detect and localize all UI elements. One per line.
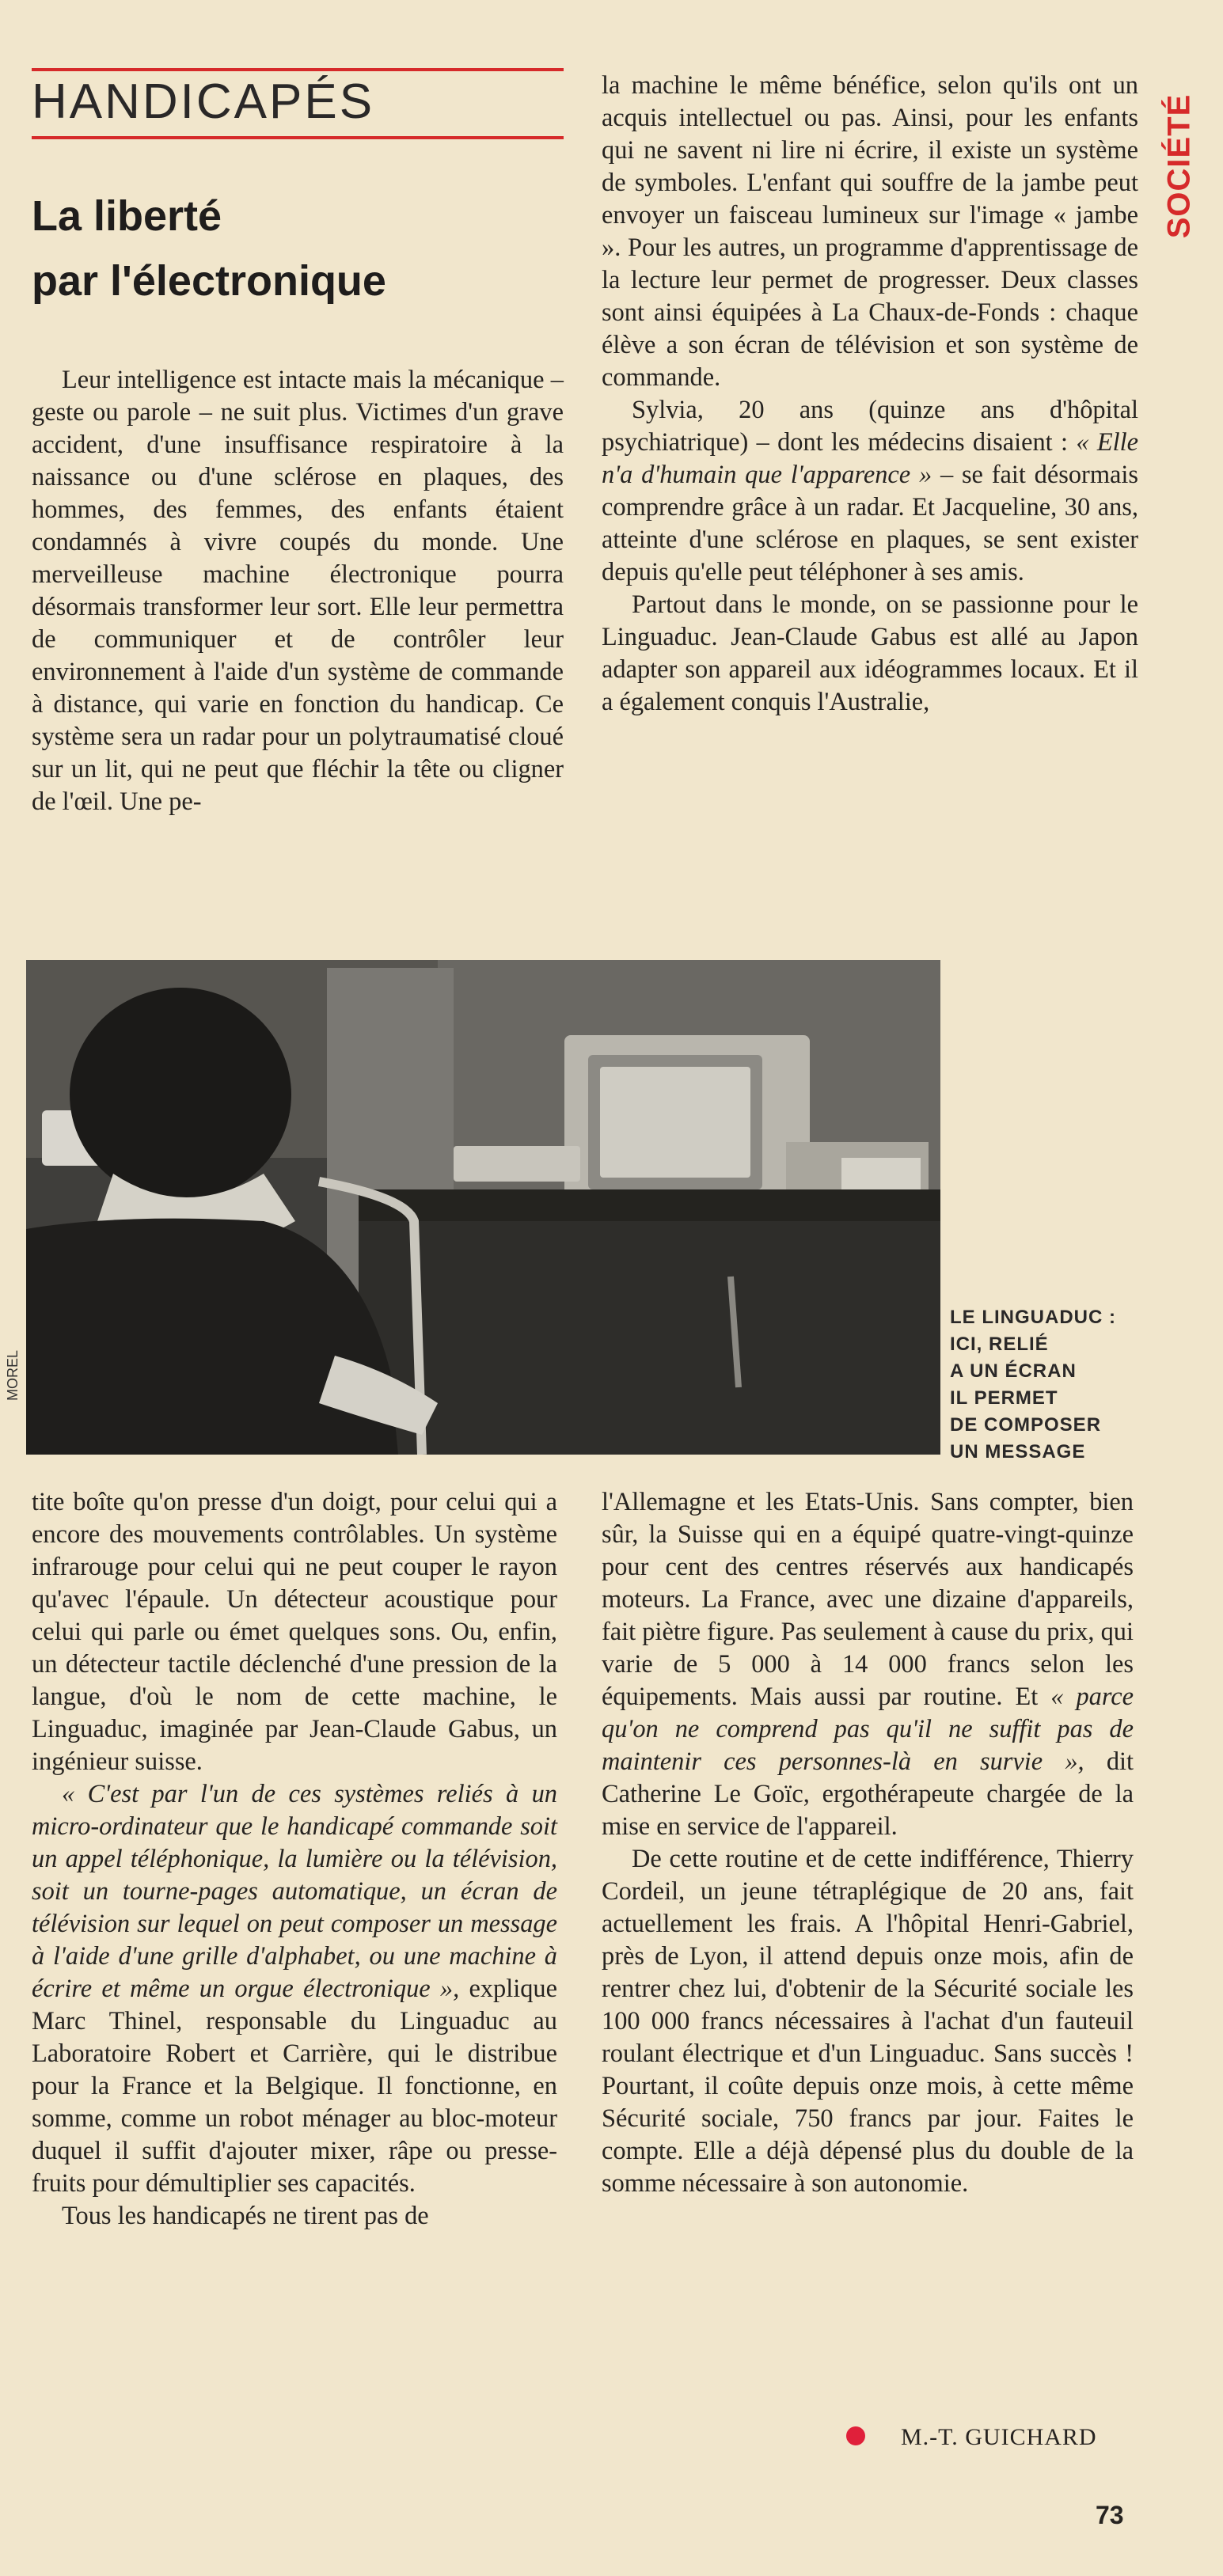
- lecoic-tail: dit Catherine Le Goïc, ergothérapeute chargée de la mise en service de l'appareil.: [602, 1747, 1134, 1841]
- paragraph-devices: tite boîte qu'on presse d'un doigt, pour celui qui a encore des mouvements contrôlables. Un système infrarouge pour celui qui ne peut couper le rayon qu'avec l'épaule. Un détecteur acoustique pour celui qui parle ou émet quelques sons. Ou, enfin, un détecteur tactile déclenché d'une pression de la langue, d'où le nom de cette machine, le Linguaduc, imaginée par Jean-Claude Gabus, un ingénieur suisse.: [32, 1488, 557, 1776]
- column-right-top: [602, 70, 1138, 719]
- column-left-bottom: [32, 1486, 557, 2233]
- caption-line: UN MESSAGE: [950, 1441, 1086, 1463]
- caption-line: DE COMPOSER: [950, 1414, 1102, 1436]
- column-right-bottom: [602, 1486, 1134, 2200]
- lecoic-quote: « parce qu'on ne comprend pas qu'il ne suffit pas de maintenir ces personnes-là en survie »,: [602, 1683, 1134, 1776]
- paragraph-thinel: [32, 1778, 557, 2200]
- paragraph-cordeil: De cette routine et de cette indifférence, Thierry Cordeil, un jeune tétraplégique de 20 ans, fait actuellement les frais. A l'hôpital Henri-Gabriel, près de Lyon, il attend depuis onze mois, afin de rentrer chez lui, d'obtenir de la Sécurité sociale les 100 000 francs nécessaires à l'achat d'un fauteuil roulant électrique et d'un Linguaduc. Sans succès ! Pourtant, il coûte depuis onze mois, à cette même Sécurité sociale, 750 francs par jour. Faites le compte. Elle a déjà dépensé plus du double de la somme nécessaire à son autonomie.: [602, 1845, 1134, 2198]
- author-byline: M.-T. GUICHARD: [901, 2424, 1097, 2450]
- france-text: l'Allemagne et les Etats-Unis. Sans compter, bien sûr, la Suisse qui en a équipé quatre-vingt-quinze pour cent des centres réservés aux handicapés moteurs. La France, avec une dizaine d'appareils, fait piètre figure. Pas seulement à cause du prix, qui varie de 5 000 à 14 000 francs selon les équipements. Mais aussi par routine. Et: [602, 1488, 1134, 1711]
- section-tag-label: SOCIÉTÉ: [1161, 93, 1197, 239]
- paragraph-transition: Tous les handicapés ne tirent pas de: [62, 2202, 429, 2230]
- paragraph-intro: Leur intelligence est intacte mais la mécanique – geste ou parole – ne suit plus. Victimes d'un grave accident, d'une insuffisance respiratoire à la naissance ou d'une sclérose en plaques, des hommes, des femmes, des enfants étaient condamnés à vivre coupés du monde. Une merveilleuse machine électronique pourra désormais transformer leur sort. Elle leur permettra de communiquer et de contrôler leur environnement à l'aide d'un système de commande à distance, qui varie en fonction du handicap. Ce système sera un radar pour un polytraumatisé cloué sur un lit, qui ne peut que fléchir la tête ou cligner de l'œil. Une pe-: [32, 366, 564, 816]
- headline-line-1: La liberté: [32, 192, 222, 240]
- paragraph-france: [602, 1486, 1134, 1843]
- thinel-tail: explique Marc Thinel, responsable du Linguaduc au Laboratoire Robert et Carrière, qui le distribue pour la France et la Belgique. Il fonctionne, en somme, comme un robot ménager au bloc-moteur duquel il suffit d'ajouter mixer, râpe ou presse-fruits pour démultiplier ses capacités.: [32, 1975, 557, 2198]
- caption-line: A UN ÉCRAN: [950, 1360, 1077, 1382]
- paragraph-symbols: la machine le même bénéfice, selon qu'ils ont un acquis intellectuel ou pas. Ainsi, pour les enfants qui ne savent ni lire ni écrire, il existe un système de symboles. L'enfant qui souffre de la jambe peut envoyer un faisceau lumineux sur l'image « jambe ». Pour les autres, un programme d'apprentissage de la lecture leur permet de progresser. Deux classes sont ainsi équipées à La Chaux-de-Fonds : chaque élève a son écran de télévision et son système de commande.: [602, 71, 1138, 392]
- linguaduc-photo: [26, 960, 940, 1455]
- header-rule-top: [32, 68, 564, 71]
- paragraph-worldwide: Partout dans le monde, on se passionne pour le Linguaduc. Jean-Claude Gabus est allé au Japon adapter son appareil aux idéogrammes locaux. Et il a également conquis l'Australie,: [602, 590, 1138, 716]
- sylvia-quote: « Elle n'a d'humain que l'apparence »: [602, 428, 1138, 489]
- caption-line: LE LINGUADUC :: [950, 1307, 1116, 1328]
- photo-caption: [950, 1304, 1148, 1466]
- thinel-quote: « C'est par l'un de ces systèmes reliés à un micro-ordinateur que le handicapé commande soit un appel téléphonique, la lumière ou la télévision, soit un tourne-pages automatique, un écran de télévision sur lequel on peut composer un message à l'aide d'une grille d'alphabet, ou une machine à écrire et même un orgue électronique »,: [32, 1780, 557, 2003]
- column-left-top: [32, 364, 564, 818]
- headline-line-2: par l'électronique: [32, 257, 386, 305]
- photo-credit: MOREL: [5, 1349, 21, 1401]
- caption-line: ICI, RELIÉ: [950, 1334, 1049, 1355]
- header-rule-bottom: [32, 136, 564, 139]
- section-kicker: HANDICAPÉS: [32, 74, 375, 129]
- sylvia-tail: – se fait désormais comprendre grâce à un radar. Et Jacqueline, 30 ans, atteinte d'une sclérose en plaques, se sent exister depuis qu'elle peut téléphoner à ses amis.: [602, 461, 1138, 586]
- article-headline: [32, 184, 554, 313]
- sylvia-text: Sylvia, 20 ans (quinze ans d'hôpital psychiatrique) – dont les médecins disaient :: [602, 396, 1138, 457]
- section-tag: [1140, 71, 1219, 261]
- end-mark-dot: [846, 2426, 865, 2445]
- caption-line: IL PERMET: [950, 1387, 1058, 1409]
- paragraph-sylvia: [602, 394, 1138, 589]
- photo-illustration: [26, 960, 940, 1455]
- page-number: 73: [1096, 2501, 1124, 2529]
